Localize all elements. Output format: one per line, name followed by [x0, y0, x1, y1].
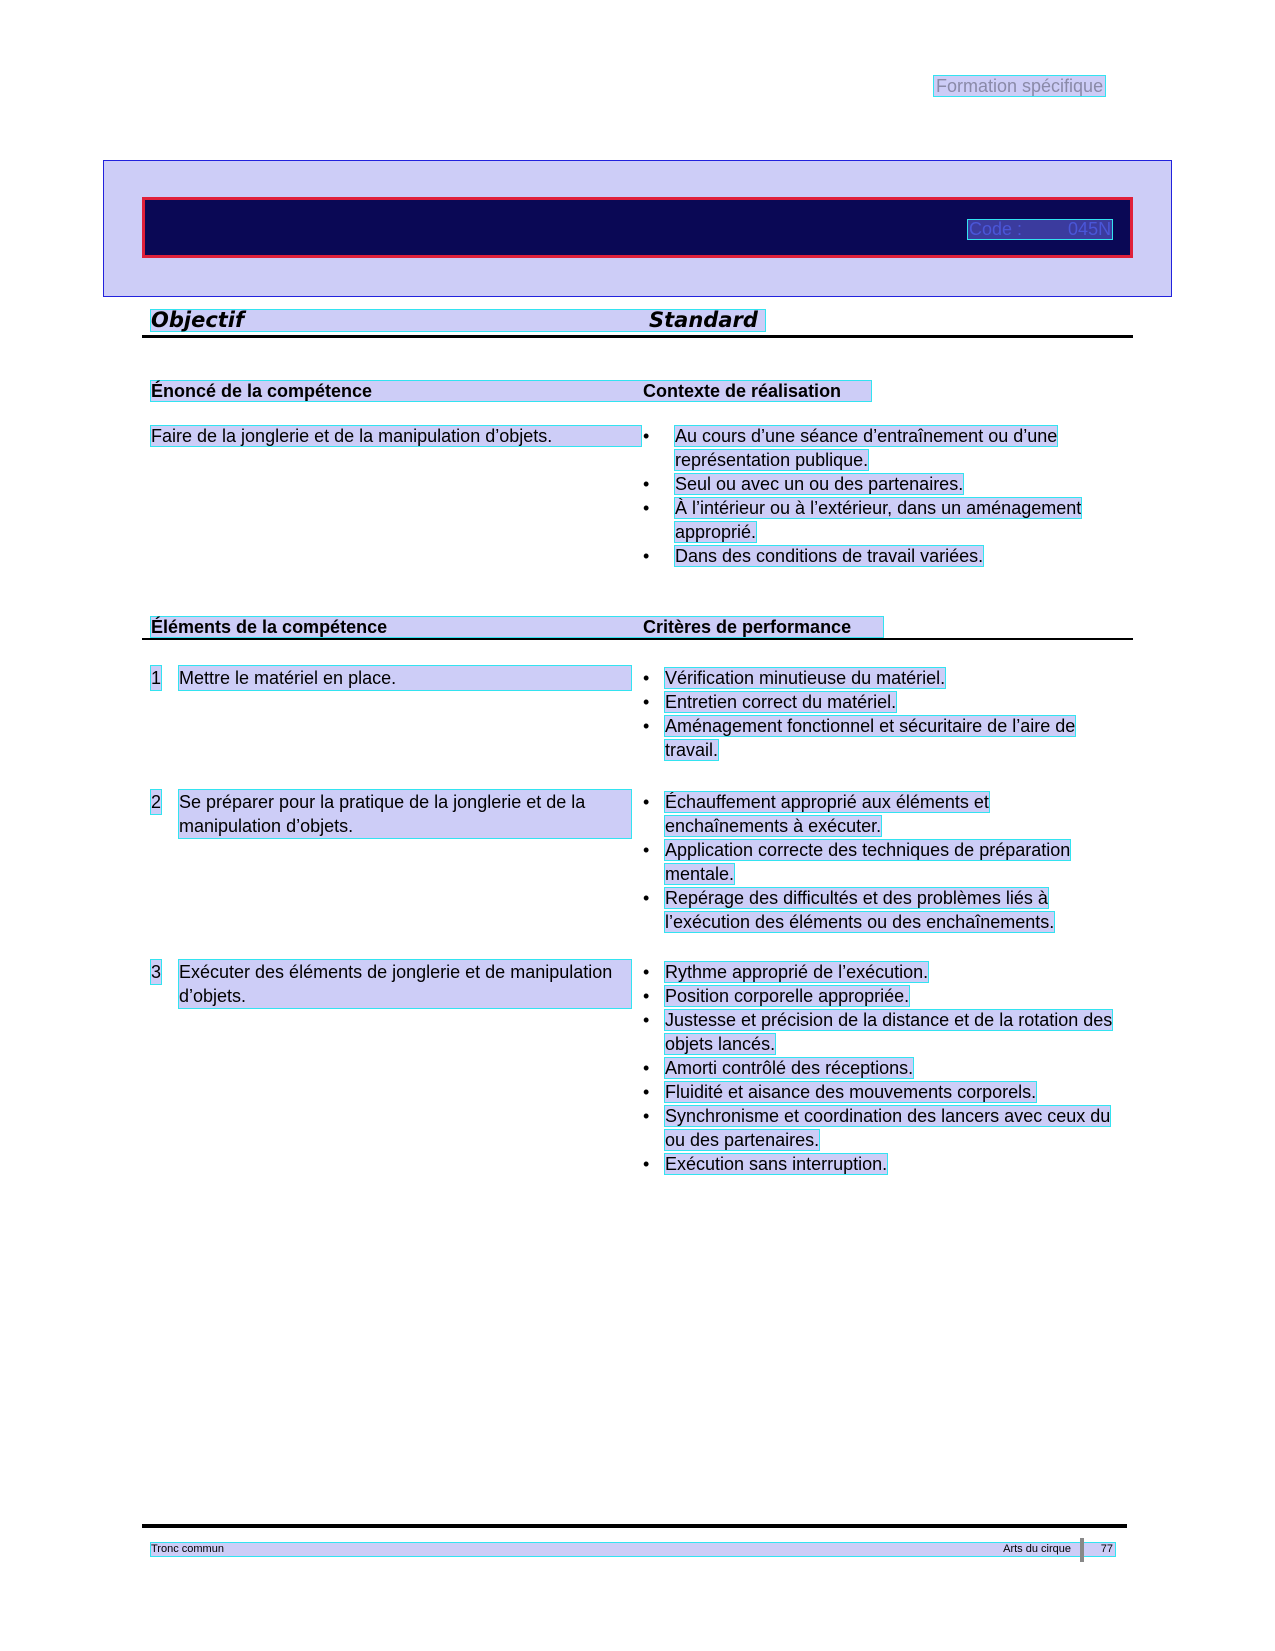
criterion-item	[643, 496, 1117, 544]
criteria-heading: Critères de performance	[643, 617, 852, 637]
footer-rule	[142, 1524, 1127, 1528]
footer-separator	[1080, 1538, 1084, 1562]
criterion-text: Échauffement approprié aux éléments et enchaînements à exécuter.	[665, 792, 989, 836]
element-text: Exécuter des éléments de jonglerie et de manipulation d’objets.	[179, 960, 631, 1008]
code-value: 045N	[1068, 219, 1112, 239]
criterion-item	[643, 838, 1113, 886]
bullet-icon: •	[643, 546, 650, 566]
context-heading: Contexte de réalisation	[643, 381, 842, 401]
page-footer	[151, 1543, 1115, 1556]
bullet-icon: •	[643, 1154, 650, 1174]
bullet-icon: •	[643, 692, 650, 712]
bullet-icon: •	[643, 840, 650, 860]
statement-heading: Énoncé de la compétence	[151, 381, 373, 401]
criterion-text: Repérage des difficultés et des problèmes liés à l’exécution des éléments ou des enchaînements.	[665, 888, 1055, 932]
bullet-icon: •	[643, 474, 650, 494]
page-number: 77	[1100, 1543, 1113, 1555]
criterion-text: Au cours d’une séance d’entraînement ou d’une représentation publique.	[675, 426, 1058, 470]
criteria-list	[643, 666, 1113, 762]
bullet-icon: •	[643, 1058, 650, 1078]
standard-heading: Standard	[649, 308, 758, 332]
bullet-icon: •	[643, 668, 650, 688]
criterion-text: Application correcte des techniques de préparation mentale.	[665, 840, 1071, 884]
competency-code	[968, 220, 1112, 239]
criterion-text: Seul ou avec un ou des partenaires.	[675, 474, 964, 494]
training-type-header: Formation spécifique	[936, 76, 1104, 96]
criterion-item	[643, 1104, 1113, 1152]
bullet-icon: •	[643, 1082, 650, 1102]
bullet-icon: •	[643, 426, 650, 446]
bullet-icon: •	[643, 1106, 650, 1126]
criterion-text: Synchronisme et coordination des lancers avec ceux du ou des partenaires.	[665, 1106, 1111, 1150]
objective-heading: Objectif	[151, 308, 245, 332]
section-divider	[142, 335, 1133, 338]
statement-text: Faire de la jonglerie et de la manipulation d’objets.	[151, 426, 553, 446]
criterion-text: Vérification minutieuse du matériel.	[665, 668, 946, 688]
bullet-icon: •	[643, 986, 650, 1006]
element-item	[151, 666, 631, 690]
criterion-item	[643, 790, 1113, 838]
bullet-icon: •	[643, 1010, 650, 1030]
criteria-list	[643, 790, 1113, 934]
criterion-text: Exécution sans interruption.	[665, 1154, 888, 1174]
criterion-text: Fluidité et aisance des mouvements corporels.	[665, 1082, 1037, 1102]
code-label: Code :	[969, 219, 1023, 239]
element-number: 3	[151, 962, 162, 982]
bullet-icon: •	[643, 716, 650, 736]
bullet-icon: •	[643, 498, 650, 518]
criterion-item	[643, 1152, 1113, 1176]
criterion-item	[643, 424, 1117, 472]
criterion-item	[643, 886, 1113, 934]
criterion-text: Rythme approprié de l’exécution.	[665, 962, 929, 982]
criterion-item	[643, 960, 1113, 984]
criterion-item	[643, 666, 1113, 690]
criterion-text: Entretien correct du matériel.	[665, 692, 897, 712]
element-text: Se préparer pour la pratique de la jonglerie et de la manipulation d’objets.	[179, 790, 631, 838]
element-text: Mettre le matériel en place.	[179, 666, 631, 690]
criterion-item	[643, 544, 1117, 568]
footer-left: Tronc commun	[151, 1543, 224, 1555]
criterion-text: Amorti contrôlé des réceptions.	[665, 1058, 914, 1078]
elements-divider	[142, 638, 1133, 640]
context-list	[643, 424, 1117, 568]
footer-right: Arts du cirque	[1003, 1543, 1071, 1555]
bullet-icon: •	[643, 962, 650, 982]
criterion-text: Dans des conditions de travail variées.	[675, 546, 984, 566]
bullet-icon: •	[643, 792, 650, 812]
element-item	[151, 960, 631, 1008]
criteria-list	[643, 960, 1113, 1176]
criterion-text: À l’intérieur ou à l’extérieur, dans un aménagement approprié.	[675, 498, 1082, 542]
bullet-icon: •	[643, 888, 650, 908]
criterion-item	[643, 1080, 1113, 1104]
element-number: 2	[151, 792, 162, 812]
element-number: 1	[151, 668, 162, 688]
elements-heading: Éléments de la compétence	[151, 617, 388, 637]
criterion-item	[643, 1008, 1113, 1056]
criterion-item	[643, 690, 1113, 714]
criterion-text: Aménagement fonctionnel et sécuritaire de l’aire de travail.	[665, 716, 1076, 760]
criterion-item	[643, 714, 1113, 762]
criterion-text: Position corporelle appropriée.	[665, 986, 910, 1006]
element-item	[151, 790, 631, 838]
criterion-item	[643, 472, 1117, 496]
criterion-text: Justesse et précision de la distance et de la rotation des objets lancés.	[665, 1010, 1113, 1054]
criterion-item	[643, 984, 1113, 1008]
criterion-item	[643, 1056, 1113, 1080]
